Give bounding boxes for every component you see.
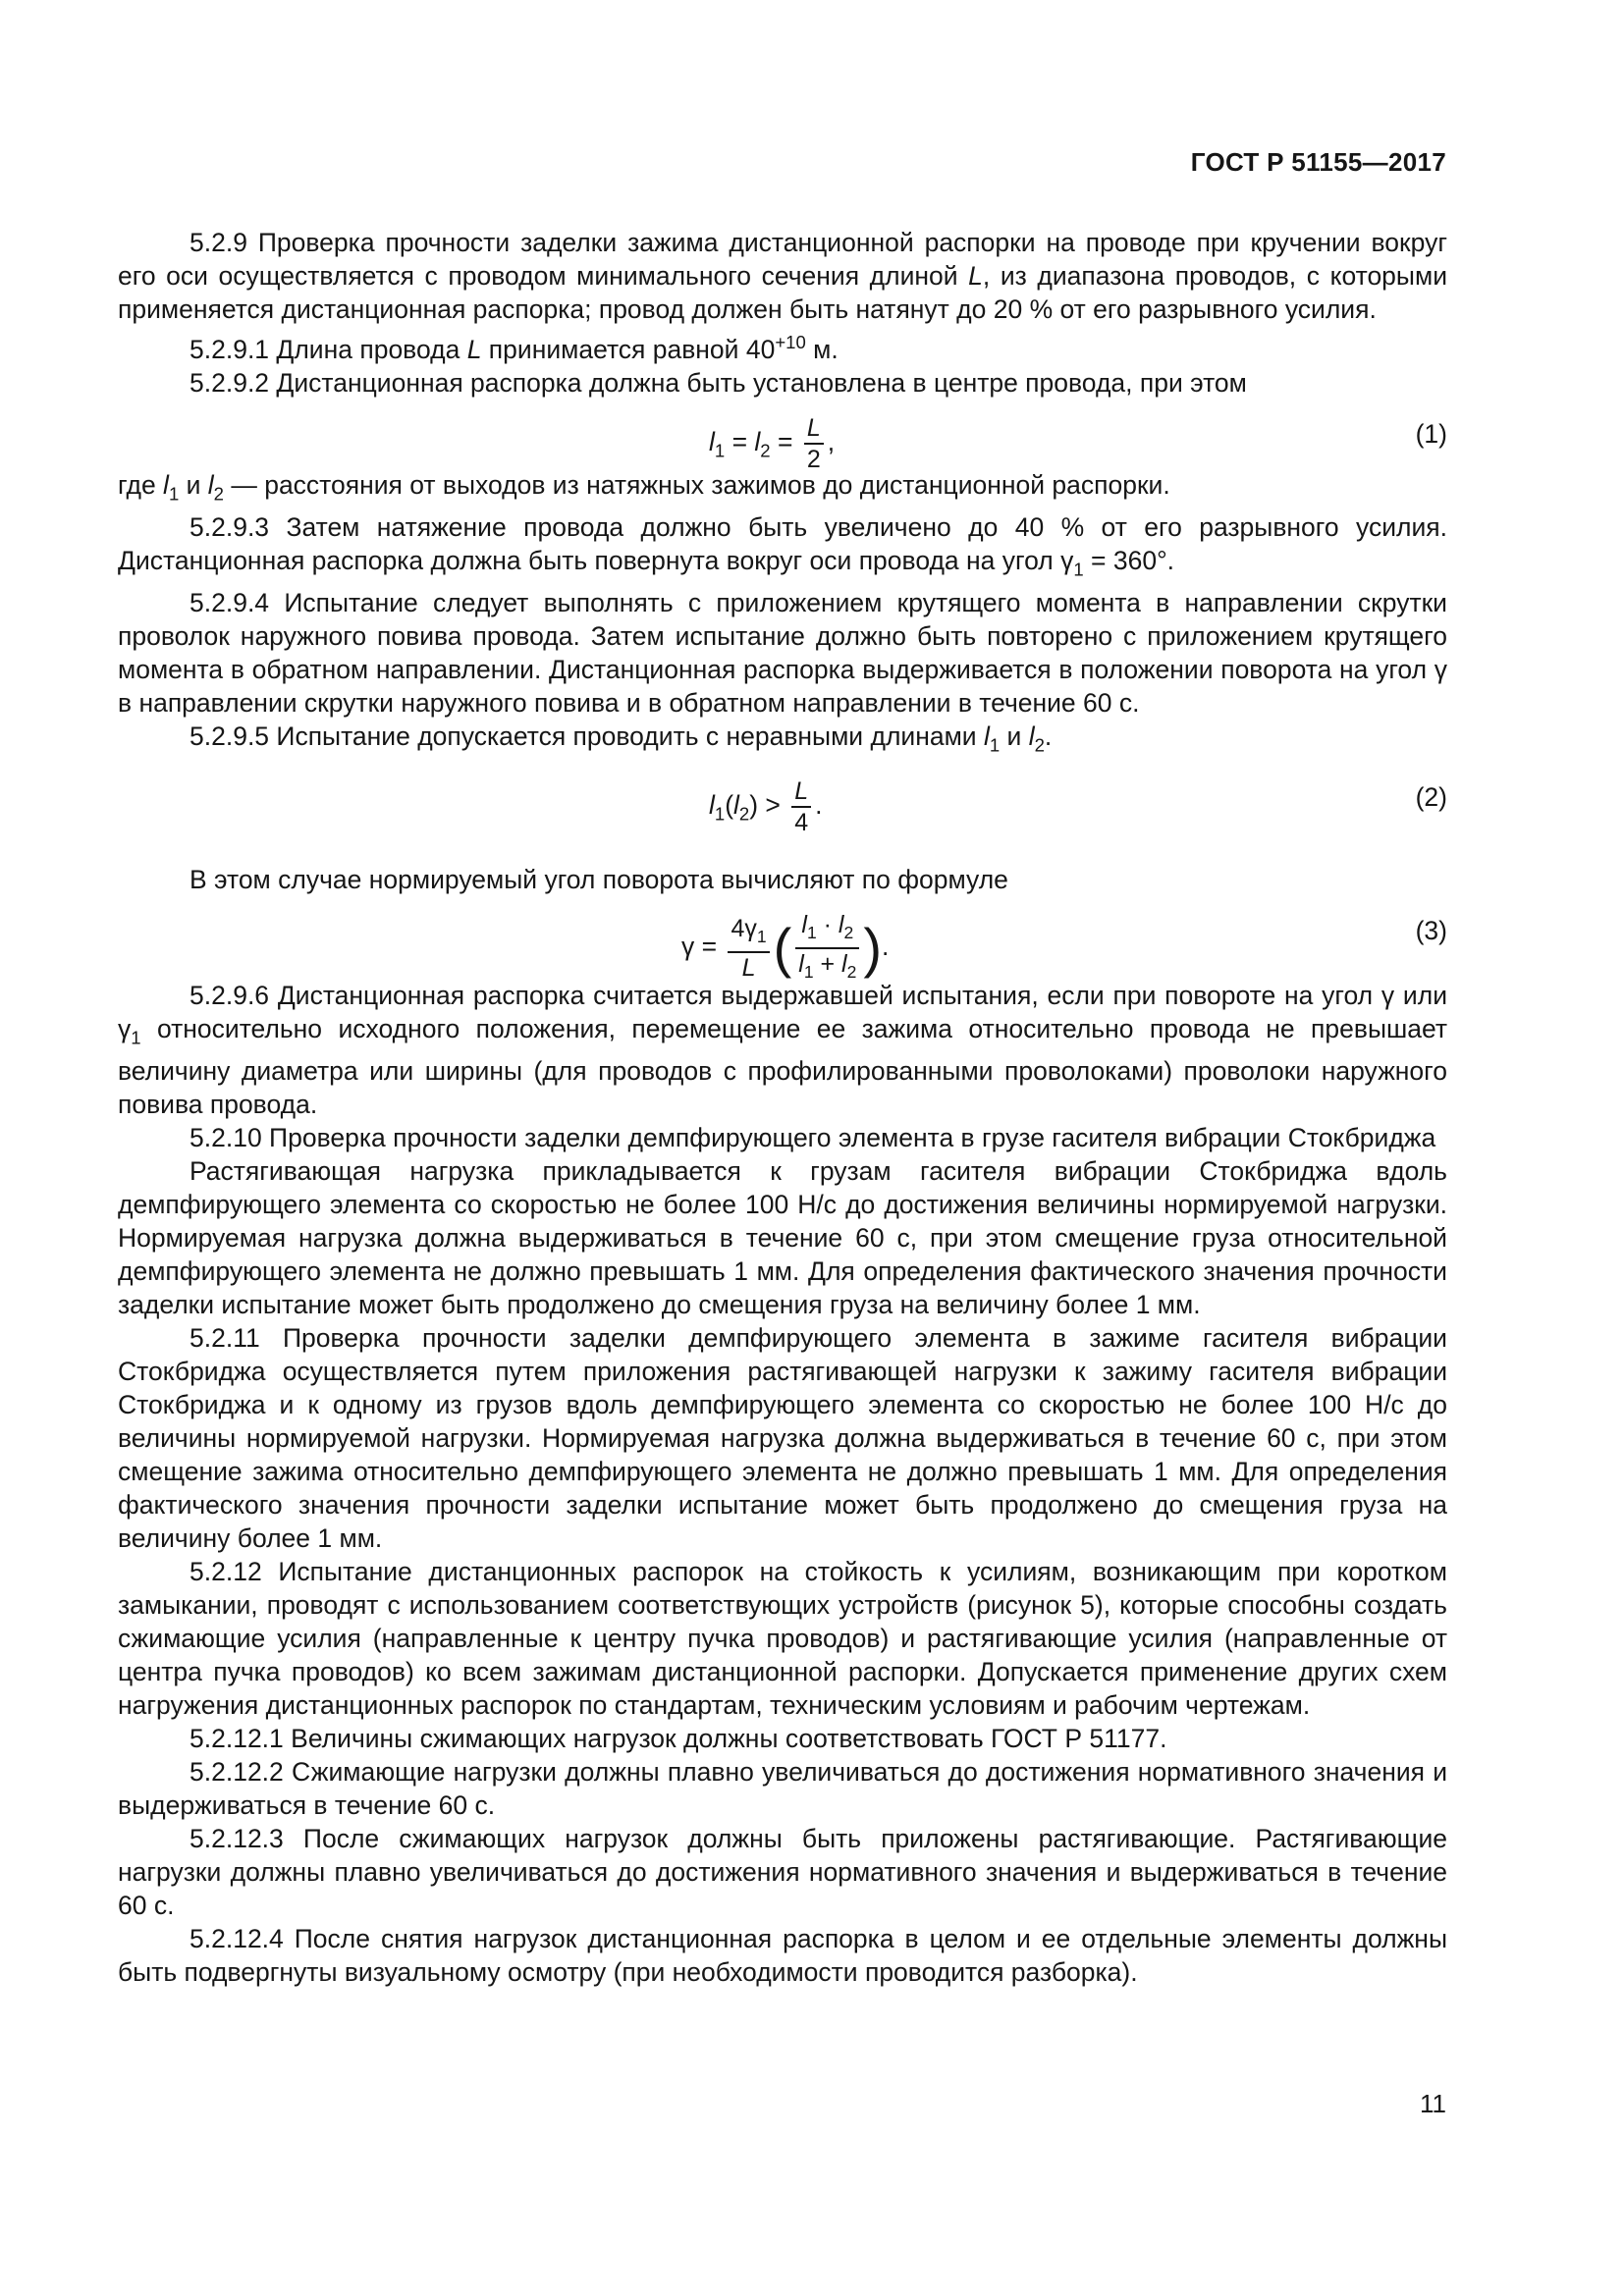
formula-1-expression: $l_1 = l_2$ = $\frac{L}{2}$ , [709,413,836,473]
page-header: ГОСТ Р 51155—2017 [1190,147,1446,177]
paragraph-formula-intro: В этом случае нормируемый угол поворота вычисляют по формуле [189,864,1008,894]
paragraph-5-2-12-2: 5.2.12.2 Сжимающие нагрузки должны плавно увеличиваться до достижения нормативного значения и выдерживаться в течение 60 с. [118,1757,1447,1821]
formula-3-number: (3) [1415,915,1447,945]
paragraph-5-2-9-1: 5.2.9.1 Длина провода L принимается равной $40^{+10}$ м. [189,332,839,364]
paragraph-5-2-12-1: 5.2.12.1 Величины сжимающих нагрузок должны соответствовать ГОСТ Р 51177. [189,1724,1167,1754]
formula-2-expression: $l_1(l_2)$ > $\frac{L}{4}$ . [709,776,823,836]
formula-2-number: (2) [1415,781,1447,812]
formula-1-number: (1) [1415,418,1447,449]
formula-2 [118,763,1447,836]
paragraph-5-2-9-2: 5.2.9.2 Дистанционная распорка должна быть установлена в центре провода, при этом [189,367,1247,398]
paragraph-5-2-12-3: 5.2.12.3 После сжимающих нагрузок должны быть приложены растягивающие. Растягивающие нагрузки должны плавно увеличиваться до достижения нормативного значения и выдерживаться в течение 60 с. [118,1824,1447,1921]
paragraph-5-2-12: 5.2.12 Испытание дистанционных распорок на стойкость к усилиям, возникающим при коротком замыкании, проводят с использованием соответствующих устройств (рисунок 5), которые способны создать сжимающие усилия (направленные к центру пучка проводов) и растягивающие усилия (направленные от центра пучка проводов) ко всем зажимам дистанционной распорки. Допускается применение других схем нагружения дистанционных распорок по стандартам, техническим условиям и рабочим чертежам. [118,1557,1447,1721]
paragraph-where: где $l_1$ и $l_2$ — расстояния от выходов из натяжных зажимов до дистанционной распорки. [118,469,1170,505]
paragraph-stockbridge-load: Растягивающая нагрузка прикладывается к грузам гасителя вибрации Стокбриджа вдоль демпфирующего элемента со скоростью не более 100 Н/с до достижения величины нормируемой нагрузки. Нормируемая нагрузка должна выдерживаться в течение 60 с, при этом смещение груза относительной демпфирующего элемента не должно превышать 1 мм. Для определения фактического значения прочности заделки испытание может быть продолжено до смещения груза на величину более 1 мм. [118,1156,1447,1320]
paragraph-5-2-10: 5.2.10 Проверка прочности заделки демпфирующего элемента в грузе гасителя вибрации Стокбриджа [189,1123,1436,1153]
paragraph-5-2-11: 5.2.11 Проверка прочности заделки демпфирующего элемента в зажиме гасителя вибрации Стокбриджа осуществляется путем приложения растягивающей нагрузки к зажиму гасителя вибрации Стокбриджа и к одному из грузов вдоль демпфирующего элемента со скоростью не более 100 Н/с до величины нормируемой нагрузки. Нормируемая нагрузка должна выдерживаться в течение 60 с, при этом смещение зажима относительно демпфирующего элемента не должно превышать 1 мм. Для определения фактического значения прочности заделки испытание может быть продолжено до смещения груза на величину более 1 мм. [118,1323,1447,1554]
formula-3 [118,896,1447,982]
paragraph-5-2-12-4: 5.2.12.4 После снятия нагрузок дистанционная распорка в целом и ее отдельные элементы должны быть подвергнуты визуальному осмотру (при необходимости проводится разборка). [118,1924,1447,1988]
paragraph-5-2-9-3: 5.2.9.3 Затем натяжение провода должно быть увеличено до 40 % от его разрывного усилия. Дистанционная распорка должна быть повернута вокруг оси провода на угол $\gamma_1 = 360^\circ$. [118,512,1447,580]
formula-1 [118,400,1447,473]
paragraph-5-2-9-4: 5.2.9.4 Испытание следует выполнять с приложением крутящего момента в направлении скрутки проволок наружного повива провода. Затем испытание должно быть повторено с приложением крутящего момента в обратном направлении. Дистанционная распорка выдерживается в положении поворота на угол γ в направлении скрутки наружного повива и в обратном направлении в течение 60 с. [118,588,1447,719]
page-number: 11 [1420,2089,1446,2118]
formula-3-expression: γ = $\frac{4\gamma_1}{L}$ ( $\frac{l_1 \cdot l_2}{l_1 + l_2}$ ). [681,910,890,982]
paragraph-5-2-9: 5.2.9 Проверка прочности заделки зажима дистанционной распорки на проводе при кручении вокруг его оси осуществляется с проводом минимального сечения длиной L, из диапазона проводов, с которыми применяется дистанционная распорка; провод должен быть натянут до 20 % от его разрывного усилия. [118,228,1447,324]
paragraph-5-2-9-5: 5.2.9.5 Испытание допускается проводить с неравными длинами $l_1$ и $l_2$. [189,721,1053,756]
paragraph-5-2-9-6: 5.2.9.6 Дистанционная распорка считается выдержавшей испытания, если при повороте на угол γ или $\gamma_1$ относительно исходного положения, перемещение ее зажима относительно провода не превышает величину диаметра или ширины (для проводов с профилированными проволоками) проволоки наружного повива провода. [118,980,1447,1120]
page-body [118,226,1447,1989]
